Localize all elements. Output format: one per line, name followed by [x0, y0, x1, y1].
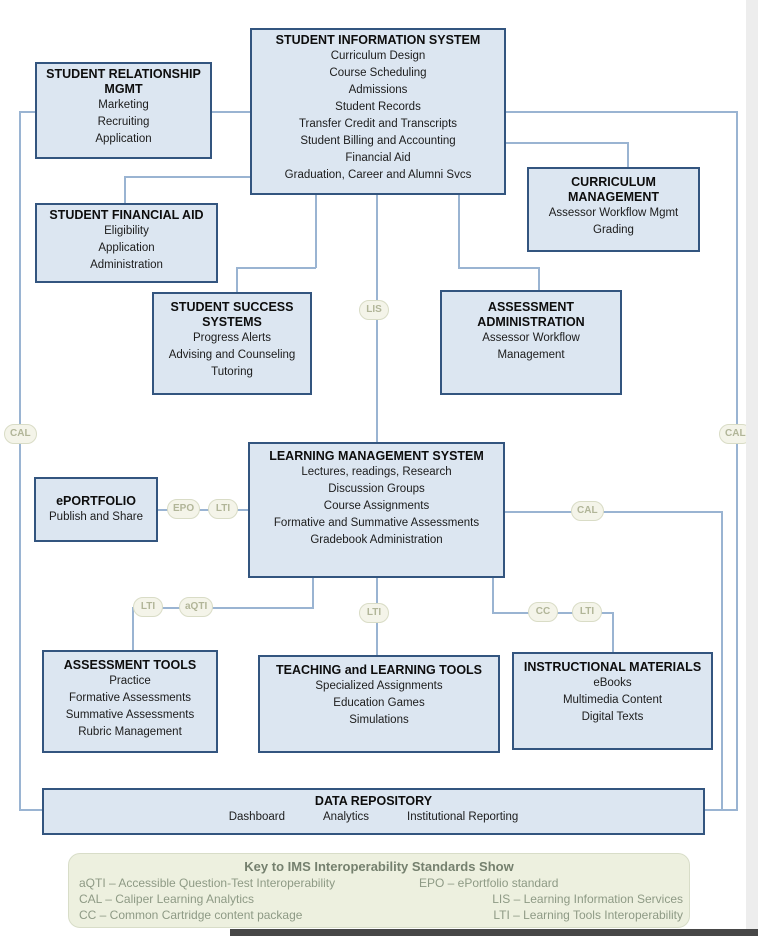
box-title: STUDENT RELATIONSHIP MGMT: [46, 67, 201, 96]
connector-line: [458, 195, 460, 268]
box-assessment-tools: [42, 650, 218, 753]
window-edge-bottom: [230, 929, 758, 936]
connector-line: [236, 267, 316, 269]
standard-pill-cal-lms: CAL: [571, 501, 604, 521]
standard-pill-lti-teaching-tools: LTI: [359, 603, 389, 623]
box-item: Institutional Reporting: [407, 811, 519, 823]
connector-line: [212, 111, 250, 113]
box-item: Assessor Workflow Management: [482, 332, 580, 361]
connector-line: [505, 111, 738, 113]
box-item: Formative and Summative Assessments: [273, 517, 480, 529]
box-item: Gradebook Administration: [310, 534, 443, 546]
connector-line: [20, 809, 42, 811]
box-curriculum-management: [527, 167, 700, 252]
connector-line: [627, 142, 629, 167]
box-teaching-and-learning-tools: [258, 655, 500, 753]
box-eportfolio: [34, 477, 158, 542]
connector-line: [492, 578, 494, 614]
box-item: Practice: [109, 675, 151, 687]
standard-pill-cal-right: CAL: [719, 424, 752, 444]
box-title: DATA REPOSITORY: [314, 794, 433, 808]
standard-pill-lti-assessment-tools: LTI: [133, 597, 163, 617]
box-item: Progress Alerts: [193, 332, 271, 344]
connector-line: [505, 511, 723, 513]
box-item: Discussion Groups: [328, 483, 425, 495]
key-entry: CC – Common Cartridge content package: [79, 908, 303, 922]
box-item: Grading: [593, 224, 634, 236]
box-instructional-materials: [512, 652, 713, 750]
connector-line: [612, 612, 614, 652]
box-item: Education Games: [333, 697, 425, 709]
box-item: Course Assignments: [323, 500, 430, 512]
box-title: ASSESSMENT ADMINISTRATION: [477, 300, 585, 329]
box-item: Multimedia Content: [562, 694, 663, 706]
box-title: STUDENT INFORMATION SYSTEM: [275, 33, 481, 47]
standards-key: [68, 853, 690, 928]
key-entries: [79, 875, 683, 923]
standard-pill-lti-instructional-materials: LTI: [572, 602, 602, 622]
box-item: Application: [95, 133, 152, 145]
box-student-relationship-mgmt: [35, 62, 212, 159]
box-title: ASSESSMENT TOOLS: [63, 658, 197, 672]
box-item: Student Billing and Accounting: [300, 135, 456, 147]
box-item: Dashboard: [228, 811, 285, 823]
box-title: INSTRUCTIONAL MATERIALS: [523, 660, 702, 674]
connector-line: [132, 607, 134, 650]
box-item: Digital Texts: [581, 711, 644, 723]
data-repository-functions: [229, 809, 519, 826]
box-item: Publish and Share: [49, 510, 143, 523]
connector-line: [721, 511, 723, 811]
box-assessment-administration: [440, 290, 622, 395]
connector-line: [124, 176, 126, 203]
box-title: STUDENT SUCCESS SYSTEMS: [170, 300, 294, 329]
box-learning-management-system: [248, 442, 505, 578]
connector-line: [705, 809, 738, 811]
box-item: eBooks: [593, 677, 632, 689]
box-item: Specialized Assignments: [315, 680, 443, 692]
key-entry: LIS – Learning Information Services: [492, 892, 683, 906]
box-student-information-system: [250, 28, 506, 195]
connector-line: [312, 578, 314, 609]
box-item: Simulations: [349, 714, 409, 726]
connector-line: [20, 111, 36, 113]
box-item: Course Scheduling: [329, 67, 427, 79]
standard-pill-cal-left: CAL: [4, 424, 37, 444]
box-item: Assessor Workflow Mgmt: [548, 207, 679, 219]
key-entry: aQTI – Accessible Question-Test Interoperability: [79, 876, 336, 890]
box-item: Student Records: [335, 101, 421, 113]
box-item: Application: [98, 242, 155, 254]
standard-pill-cc: CC: [528, 602, 558, 622]
box-item: Curriculum Design: [330, 50, 426, 62]
box-item: Summative Assessments: [65, 709, 195, 721]
connector-line: [538, 267, 540, 290]
box-title: CURRICULUM MANAGEMENT: [568, 175, 659, 204]
box-title: STUDENT FINANCIAL AID: [49, 208, 204, 222]
connector-line: [19, 111, 21, 811]
box-item: Marketing: [98, 99, 149, 111]
standard-pill-lis: LIS: [359, 300, 389, 320]
standard-pill-aqti: aQTI: [179, 597, 213, 617]
box-title: TEACHING and LEARNING TOOLS: [275, 663, 483, 677]
box-item: Admissions: [348, 84, 408, 96]
box-student-success-systems: [152, 292, 312, 395]
window-edge-right: [746, 0, 758, 936]
box-item: Tutoring: [211, 366, 253, 378]
standard-pill-lti-eportfolio: LTI: [208, 499, 238, 519]
key-entry: CAL – Caliper Learning Analytics: [79, 892, 254, 906]
box-item: Financial Aid: [345, 152, 411, 164]
box-item: Analytics: [323, 811, 370, 823]
connector-line: [736, 111, 738, 811]
box-item: Eligibility: [104, 225, 149, 237]
box-student-financial-aid: [35, 203, 218, 283]
box-item: Transfer Credit and Transcripts: [298, 118, 458, 130]
key-title: Key to IMS Interoperability Standards Show: [244, 859, 514, 874]
box-item: Advising and Counseling: [168, 349, 296, 361]
standard-pill-epo: EPO: [167, 499, 200, 519]
connector-line: [458, 267, 539, 269]
key-entry: EPO – ePortfolio standard: [419, 876, 559, 890]
box-data-repository: [42, 788, 705, 835]
box-title: LEARNING MANAGEMENT SYSTEM: [269, 449, 484, 463]
box-item: Recruiting: [97, 116, 150, 128]
connector-line: [505, 142, 629, 144]
connector-line: [236, 267, 238, 292]
box-title: ePORTFOLIO: [56, 493, 136, 508]
connector-line: [124, 176, 250, 178]
box-item: Rubric Management: [78, 726, 182, 738]
box-item: Lectures, readings, Research: [301, 466, 452, 478]
box-item: Formative Assessments: [68, 692, 192, 704]
connector-line: [315, 195, 317, 268]
box-item: Administration: [90, 259, 163, 271]
box-item: Graduation, Career and Alumni Svcs: [284, 169, 472, 181]
key-entry: LTI – Learning Tools Interoperability: [493, 908, 683, 922]
